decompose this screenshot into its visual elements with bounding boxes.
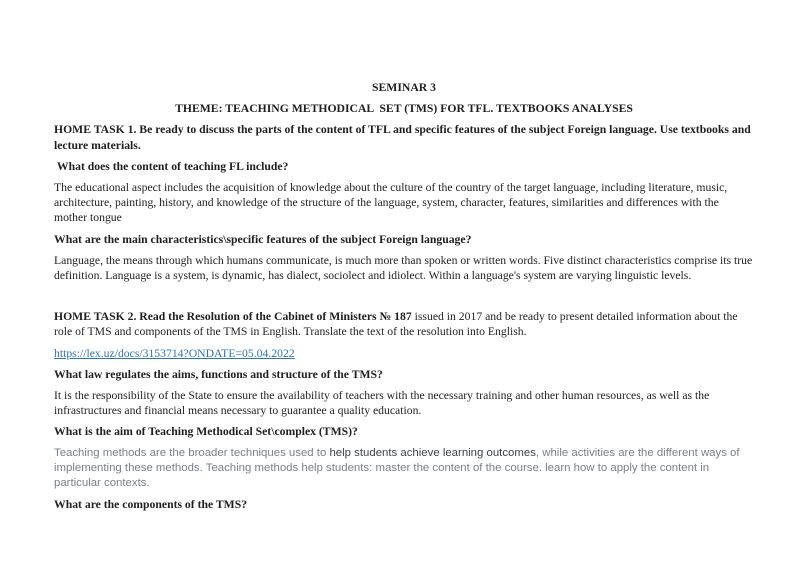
question-characteristics: What are the main characteristics\specific features of the subject Foreign language? <box>54 232 472 246</box>
answer-aim-highlight-text: help students achieve learning outcomes <box>329 446 536 459</box>
home-task-2-bold-text: HOME TASK 2. Read the Resolution of the Cabinet of Ministers № 187 <box>54 310 412 324</box>
answer-content-fl: The educational aspect includes the acquisition of knowledge about the culture of the country of the target language, including literature, music, architecture, painting, history, and knowledge of the structure of the language, system, character, features, similarities and differences with the mother tongue <box>54 181 731 225</box>
answer-law: It is the responsibility of the State to ensure the availability of teachers with the necessary training and other human resources, as well as the infrastructures and financial means necessary to guarantee a quality education. <box>54 389 713 418</box>
resolution-link[interactable]: https://lex.uz/docs/3153714?ONDATE=05.04.2022 <box>54 346 295 360</box>
home-task-2-paragraph <box>54 309 754 339</box>
question-components: What are the components of the TMS? <box>54 497 248 511</box>
resolution-link-paragraph <box>54 346 754 361</box>
answer-aim <box>54 446 754 491</box>
document-body <box>54 80 754 512</box>
answer-characteristics: Language, the means through which humans communicate, is much more than spoken or written words. Five distinct characteristics comprise its true definition. Language is a system, is dynamic, has dialect, sociolect and idiolect. Within a language's system are varying linguistic levels. <box>54 253 756 283</box>
question-law: What law regulates the aims, functions and structure of the TMS? <box>54 367 383 381</box>
question-aim: What is the aim of Teaching Methodical Set\complex (TMS)? <box>54 425 358 439</box>
home-task-1-paragraph: HOME TASK 1. Be ready to discuss the parts of the content of TFL and specific features of the subject Foreign language. Use textbooks and lecture materials. <box>54 123 754 152</box>
answer-aim-pre-text: Teaching methods are the broader techniques used to <box>54 446 330 459</box>
document-title: SEMINAR 3 <box>372 81 436 94</box>
answer-aim-post-text: , while activities are the different ways of implementing these methods. Teaching methods help students: master the content of the course. learn how to apply the content in particular contexts. <box>54 446 743 489</box>
theme-heading: THEME: TEACHING METHODICAL SET (TMS) FOR TFL. TEXTBOOKS ANALYSES <box>175 102 633 116</box>
home-task-2-regular-text: issued in 2017 and be ready to present detailed information about the role of TMS and components of the TMS in English. Translate the text of the resolution into English. <box>54 310 741 339</box>
question-content-fl: What does the content of teaching FL include? <box>54 159 289 173</box>
